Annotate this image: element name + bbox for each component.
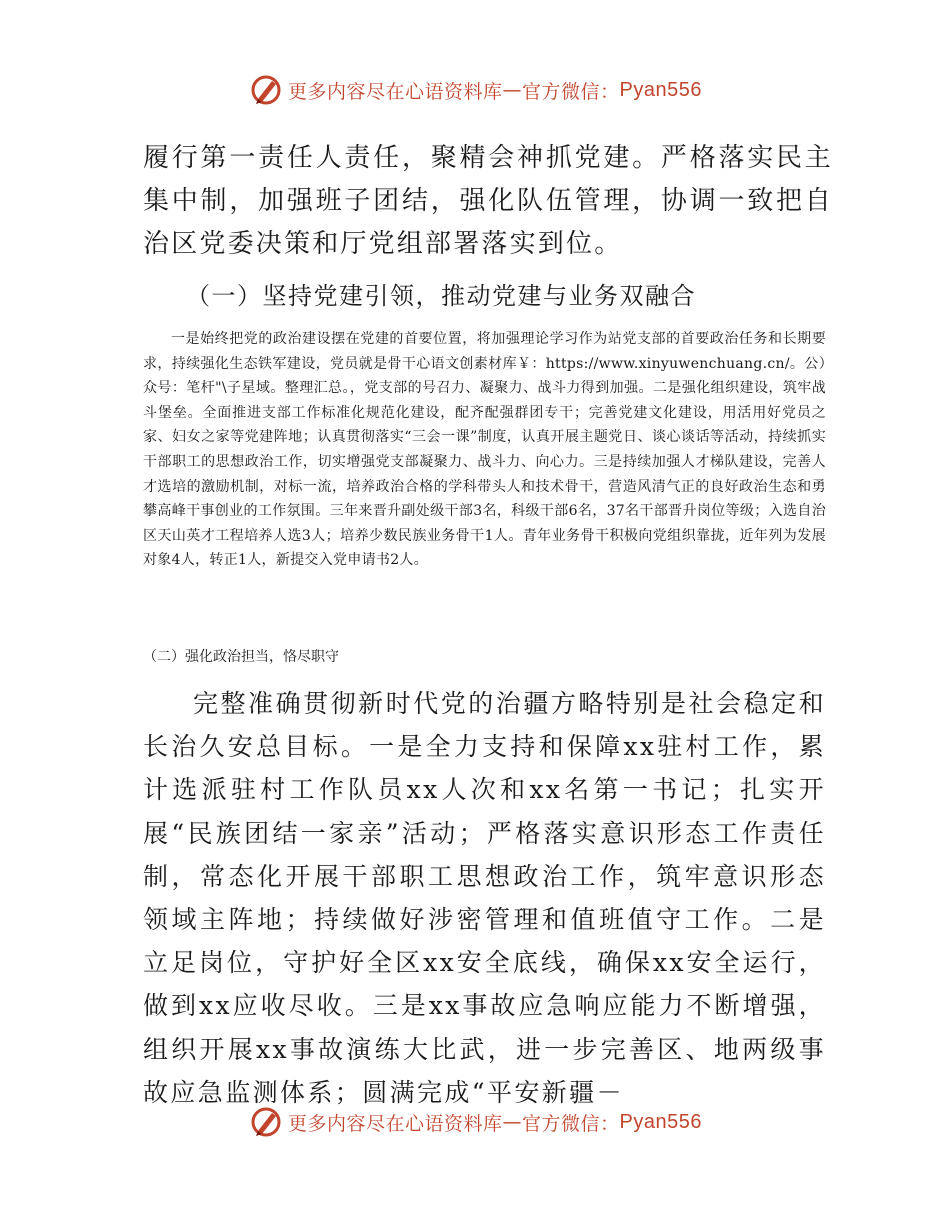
section-heading-1: （一）坚持党建引领，推动党建与业务双融合 (186, 282, 696, 310)
watermark-suffix: 官方微信： (522, 80, 620, 103)
watermark-suffix: 官方微信： (522, 1112, 620, 1135)
watermark-id: Pyan556 (619, 78, 702, 101)
watermark-text: 更多内容尽在心语资料库 (288, 80, 503, 103)
paragraph-3: 完整准确贯彻新时代党的治疆方略特别是社会稳定和长治久安总目标。一是全力支持和保障xx驻村工作，累计选派驻村工作队员xx人次和xx名第一书记；扎实开展“民族团结一家亲”活动；严格落实意识形态工作责任制，常态化开展干部职工思想政治工作，筑牢意识形态领域主阵地；持续做好涉密管理和值班值守工作。二是立足岗位，守护好全区xx安全底线，确保xx安全运行，做到xx应收尽收。三是xx事故应急响应能力不断增强，组织开展xx事故演练大比武，进一步完善区、地两级事故应急监测体系；圆满完成“平安新疆－ (143, 689, 826, 1107)
watermark-text: 更多内容尽在心语资料库 (288, 1112, 503, 1135)
section-heading-2: （二）强化政治担当，恪尽职守 (143, 649, 339, 665)
paragraph-1: 履行第一责任人责任，聚精会神抓党建。严格落实民主集中制，加强班子团结，强化队伍管理，协调一致把自治区党委决策和厅党组部署落实到位。 (143, 143, 833, 259)
watermark-separator: — (502, 1111, 523, 1133)
pen-logo-icon (248, 1104, 284, 1140)
footer-watermark (0, 1102, 950, 1142)
pen-logo-icon (248, 72, 284, 108)
paragraph-2: 一是始终把党的政治建设摆在党建的首要位置，将加强理论学习作为站党支部的首要政治任务和长期要求，持续强化生态铁军建设，党员就是骨干心语文创素材库￥：https://www.xinyuwenchuang.cn/。公）众号：笔杆"\子星域。整理汇总。，党支部的号召力、凝聚力、战斗力得到加强。二是强化组织建设，筑牢战斗堡垒。全面推进支部工作标准化规范化建设，配齐配强群团专干；完善党建文化建设，用活用好党员之家、妇女之家等党建阵地；认真贯彻落实“三会一课”制度，认真开展主题党日、谈心谈话等活动，持续抓实干部职工的思想政治工作，切实增强党支部凝聚力、战斗力、向心力。三是持续加强人才梯队建设，完善人才选培的激励机制，对标一流，培养政治合格的学科带头人和技术骨干，营造风清气正的良好政治生态和勇攀高峰干事创业的工作氛围。三年来晋升副处级干部3名，科级干部6名，37名干部晋升岗位等级；入选自治区天山英才工程培养人选3人；培养少数民族业务骨干1人。青年业务骨干积极向党组织靠拢，近年列为发展对象4人，转正1人，新提交入党申请书2人。 (143, 331, 826, 569)
header-watermark (0, 70, 950, 110)
watermark-id: Pyan556 (619, 1110, 702, 1133)
watermark-separator: — (502, 79, 523, 101)
